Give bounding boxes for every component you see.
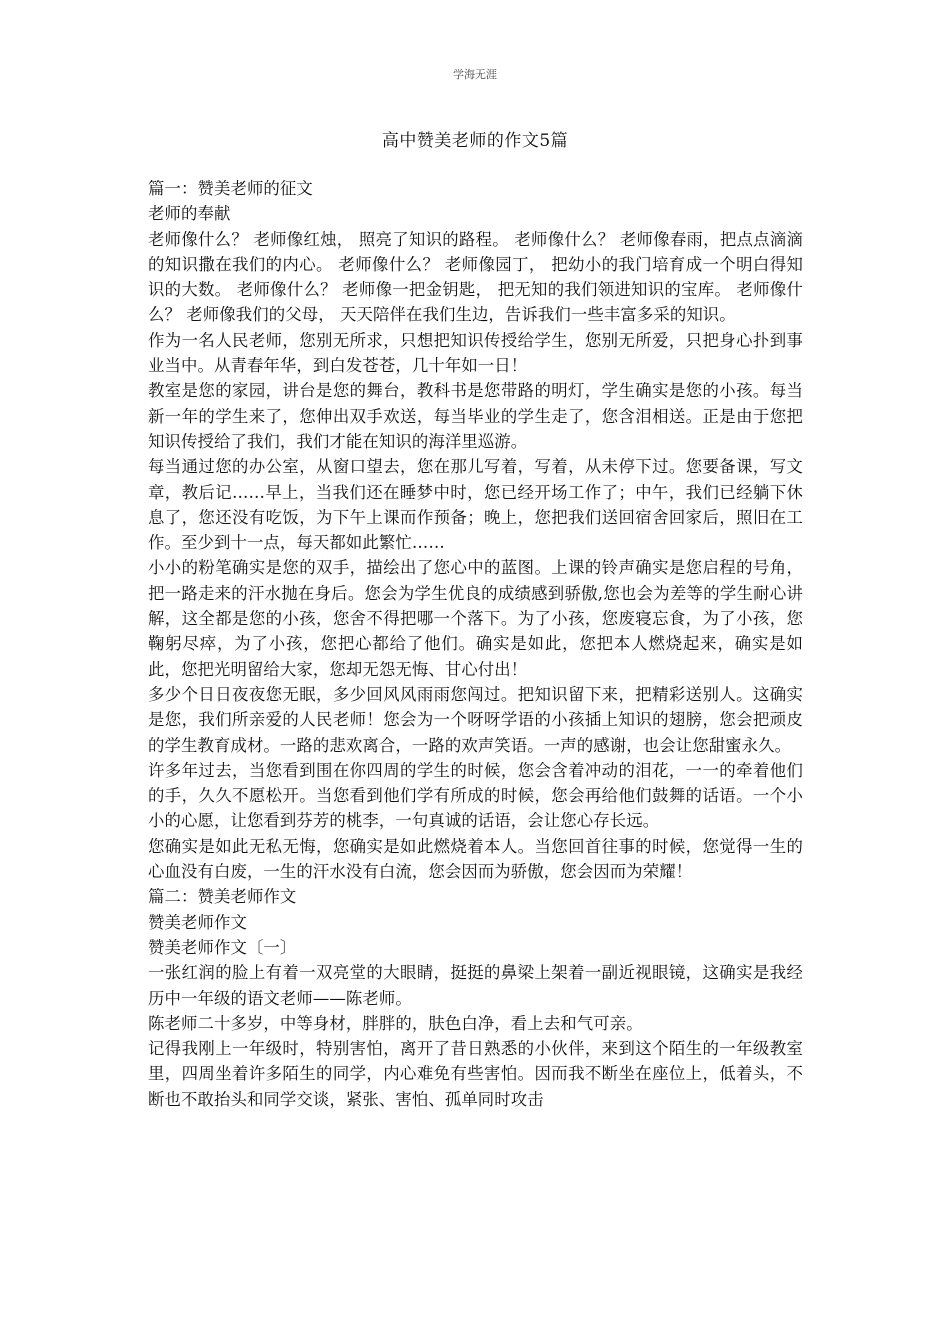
document-title: 高中赞美老师的作文5篇 bbox=[381, 131, 569, 151]
essay-title: 老师的奉献 bbox=[148, 204, 231, 224]
paragraph: 作为一名人民老师，您别无所求，只想把知识传授给学生，您别无所爱，只把身心扑到事业当中。从青春年华，到白发苍苍，几十年如一日！ bbox=[148, 330, 803, 376]
page-header: 学海无涯 bbox=[453, 68, 497, 81]
paragraph: 小小的粉笔确实是您的双手，描绘出了您心中的蓝图。上课的铃声确实是您启程的号角，把一路走来的汗水抛在身后。您会为学生优良的成绩感到骄傲,您也会为差等的学生耐心讲解，这全都是您的小孩，您舍不得把哪一个落下。为了小孩，您废寝忘食，为了小孩，您鞠躬尽瘁，为了小孩，您把心都给了他们。确实是如此，您把本人燃烧起来，确实是如此，您把光明留给大家，您却无怨无悔、甘心付出！ bbox=[148, 558, 803, 679]
paragraph: 老师像什么？ 老师像红烛， 照亮了知识的路程。 老师像什么？ 老师像春雨，把点点滴滴的知识撒在我们的内心。 老师像什么？ 老师像园丁， 把幼小的我门培育成一个明白得知识的大数。 老师像什么？ 老师像一把金钥匙， 把无知的我们领进知识的宝库。 老师像什么？ 老师像我们的父母， 天天陪伴在我们生边，告诉我们一些丰富多采的知识。 bbox=[148, 229, 803, 325]
paragraph: 陈老师二十多岁，中等身材，胖胖的，肤色白净，看上去和气可亲。 bbox=[148, 1013, 643, 1033]
paragraph: 一张红润的脸上有着一双亮堂的大眼睛，挺挺的鼻梁上架着一副近视眼镜，这确实是我经历中一年级的语文老师——陈老师。 bbox=[148, 963, 803, 1008]
paragraph: 记得我刚上一年级时，特别害怕，离开了昔日熟悉的小伙伴，来到这个陌生的一年级教室里，四周坐着许多陌生的同学，内心难免有些害怕。因而我不断坐在座位上，低着头，不断也不敢抬头和同学交谈，紧张、害怕、孤单同时攻击 bbox=[148, 1039, 803, 1109]
document-body bbox=[148, 176, 803, 1112]
paragraph: 教室是您的家园，讲台是您的舞台，教科书是您带路的明灯，学生确实是您的小孩。每当新一年的学生来了，您伸出双手欢送，每当毕业的学生走了，您含泪相送。正是由于您把知识传授给了我们，我们才能在知识的海洋里巡游。 bbox=[148, 381, 803, 451]
paragraph: 多少个日日夜夜您无眠，多少回风风雨雨您闯过。把知识留下来，把精彩送别人。这确实是您，我们所亲爱的人民老师！您会为一个呀呀学语的小孩插上知识的翅膀，您会把顽皮的学生教育成材。一路的悲欢离合，一路的欢声笑语。一声的感谢，也会让您甜蜜永久。 bbox=[148, 684, 803, 755]
paragraph: 许多年过去，当您看到围在你四周的学生的时候，您会含着冲动的泪花，一一的牵着他们的手，久久不愿松开。当您看到他们学有所成的时候，您会再给他们鼓舞的话语。一个小小的心愿，让您看到芬芳的桃李，一句真诚的话语，会让您心存长远。 bbox=[148, 760, 803, 831]
paragraph: 您确实是如此无私无悔，您确实是如此燃烧着本人。当您回首往事的时候，您觉得一生的心血没有白废，一生的汗水没有白流，您会因而为骄傲，您会因而为荣耀！ bbox=[148, 836, 803, 882]
essay-title: 赞美老师作文 bbox=[148, 912, 247, 932]
section-heading: 篇二：赞美老师作文 bbox=[148, 887, 297, 907]
section-heading: 篇一：赞美老师的征文 bbox=[148, 179, 313, 198]
paragraph: 每当通过您的办公室，从窗口望去，您在那儿写着，写着，从未停下过。您要备课，写文章，教后记……早上，当我们还在睡梦中时，您已经开场工作了；中午，我们已经躺下休息了，您还没有吃饭，为下午上课而作预备；晚上，您把我们送回宿舍回家后，照旧在工作。至少到十一点，每天都如此繁忙…… bbox=[148, 457, 803, 553]
essay-subtitle: 赞美老师作文〔一〕 bbox=[148, 937, 297, 957]
